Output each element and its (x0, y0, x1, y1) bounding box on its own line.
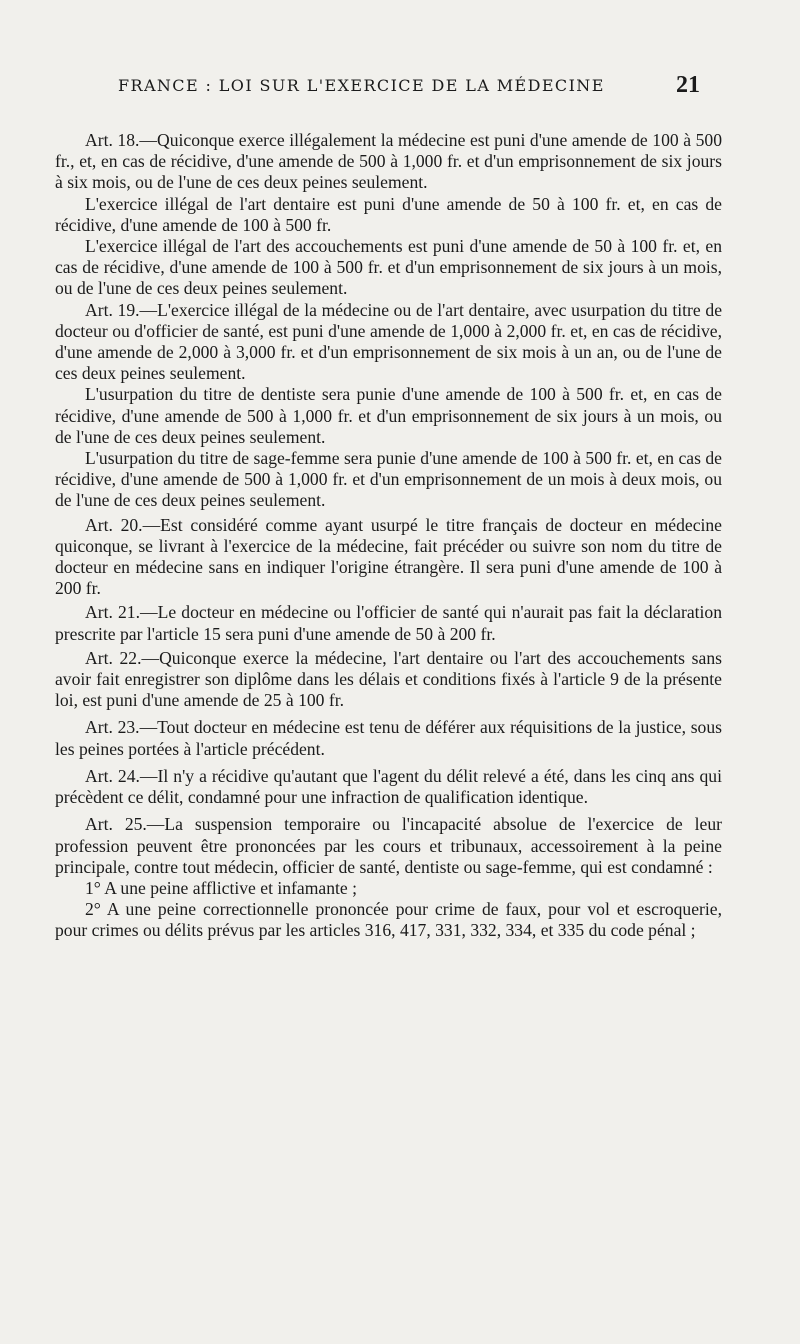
paragraph-art-19: Art. 19.—L'exercice illégal de la médecine ou de l'art dentaire, avec usurpation du titre de docteur ou d'officier de santé, est puni d'une amende de 1,000 à 2,000 fr. et, en cas de récidive, d'une amende de 2,000 à 3,000 fr. et d'un emprisonnement de six mois à un an, ou de l'une de ces deux peines seulement. (55, 299, 722, 384)
paragraph-art-20: Art. 20.—Est considéré comme ayant usurpé le titre français de docteur en médecine quiconque, se livrant à l'exercice de la médecine, fait précéder ou suivre son nom du titre de docteur en médecine sans en indiquer l'origine étrangère. Il sera puni d'une amende de 100 à 200 fr. (55, 514, 722, 599)
paragraph-art-19-dentiste: L'usurpation du titre de dentiste sera punie d'une amende de 100 à 500 fr. et, en cas de récidive, d'une amende de 500 à 1,000 fr. et d'un emprisonnement de six jours à un mois, ou de l'une de ces deux peines seulement. (55, 384, 722, 447)
paragraph-art-22: Art. 22.—Quiconque exerce la médecine, l'art dentaire ou l'art des accouchements sans avoir fait enregistrer son diplôme dans les délais et conditions fixés à l'article 9 de la présente loi, est puni d'une amende de 25 à 100 fr. (55, 647, 722, 711)
list-item-2: 2° A une peine correctionnelle prononcée pour crime de faux, pour vol et escroquerie, pour crimes ou délits prévus par les articles 316, 417, 331, 332, 334, et 335 du code pénal ; (55, 899, 722, 941)
page-number: 21 (676, 72, 700, 98)
paragraph-art-25: Art. 25.—La suspension temporaire ou l'incapacité absolue de l'exercice de leur profession peuvent être prononcées par les cours et tribunaux, accessoirement à la peine principale, contre tout médecin, officier de santé, dentiste ou sage-femme, qui est condamné : (55, 814, 722, 877)
paragraph-art-21: Art. 21.—Le docteur en médecine ou l'officier de santé qui n'aurait pas fait la déclaration prescrite par l'article 15 sera puni d'une amende de 50 à 200 fr. (55, 602, 722, 644)
paragraph-art-23: Art. 23.—Tout docteur en médecine est tenu de déférer aux réquisitions de la justice, sous les peines portées à l'article précédent. (55, 717, 722, 759)
paragraph-art-18-accouchements: L'exercice illégal de l'art des accouchements est puni d'une amende de 50 à 100 fr. et, en cas de récidive, d'une amende de 100 à 500 fr. et d'un emprisonnement de six jours à un mois, ou de l'une de ces deux peines seulement. (55, 236, 722, 299)
list-item-1: 1° A une peine afflictive et infamante ; (85, 877, 357, 898)
paragraph-art-18: Art. 18.—Quiconque exerce illégalement la médecine est puni d'une amende de 100 à 500 fr., et, en cas de récidive, d'une amende de 500 à 1,000 fr. et d'un emprisonnement de six jours à six mois, ou de l'une de ces deux peines seulement. (55, 130, 722, 193)
paragraph-art-24: Art. 24.—Il n'y a récidive qu'autant que l'agent du délit relevé a été, dans les cinq ans qui précèdent ce délit, condamné pour une infraction de qualification identique. (55, 765, 722, 808)
paragraph-art-18-dentaire: L'exercice illégal de l'art dentaire est puni d'une amende de 50 à 100 fr. et, en cas de récidive, d'une amende de 100 à 500 fr. (55, 193, 722, 235)
running-header-title: FRANCE : LOI SUR L'EXERCICE DE LA MÉDECINE (118, 76, 605, 95)
running-header (100, 72, 700, 102)
body-text (55, 130, 722, 942)
paragraph-art-19-sage-femme: L'usurpation du titre de sage-femme sera punie d'une amende de 100 à 500 fr. et, en cas de récidive, d'une amende de 500 à 1,000 fr. et d'un emprisonnement de un mois à deux mois, ou de l'une de ces deux peines seulement. (55, 448, 722, 511)
